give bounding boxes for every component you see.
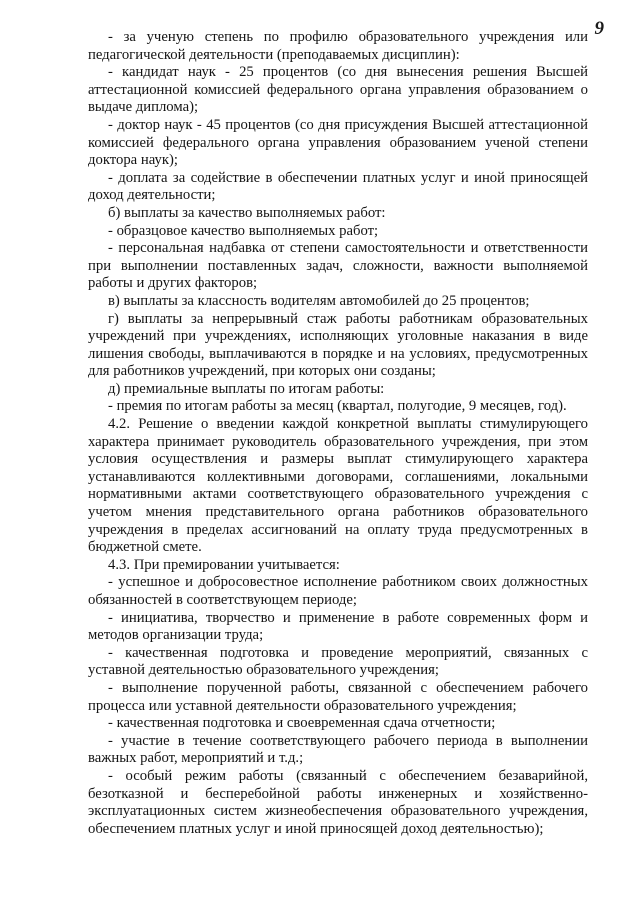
paragraph: в) выплаты за классность водителям автомобилей до 25 процентов; [108,292,530,309]
paragraph: - кандидат наук - 25 процентов (со дня вынесения решения Высшей аттестационной комиссией федерального органа управления образованием о выдаче диплома); [88,64,588,116]
paragraph: - успешное и добросовестное исполнение работником своих должностных обязанностей в соответствующем периоде; [88,574,588,608]
paragraph: - выполнение порученной работы, связанной с обеспечением рабочего процесса или уставной деятельности образовательного учреждения; [88,679,588,714]
paragraph: - доплата за содействие в обеспечении платных услуг и иной приносящей доход деятельности; [88,169,588,204]
paragraph: - доктор наук - 45 процентов (со дня присуждения Высшей аттестационной комиссией федерального органа управления образованием ученой степени доктора наук); [88,116,588,169]
paragraph: - премия по итогам работы за месяц (квартал, полугодие, 9 месяцев, год). [108,398,567,415]
paragraph: 4.3. При премировании учитывается: [108,556,340,573]
paragraph: - персональная надбавка от степени самостоятельности и ответственности при выполнении поставленных задач, сложности, важности выполняемой работы и других факторов; [88,240,588,292]
paragraph: д) премиальные выплаты по итогам работы: [108,380,385,397]
paragraph: - инициатива, творчество и применение в работе современных форм и методов организации труда; [88,609,588,644]
paragraph: 4.2. Решение о введении каждой конкретной выплаты стимулирующего характера принимает руководитель образовательного учреждения, при этом условия осуществления и размеры выплат стимулирующего характера устанавливаются коллективными договорами, соглашениями, локальными нормативными актами соответствующего образовательного учреждения с учетом мнения представительного органа работников образовательного учреждения в пределах ассигнований на оплату труда предусмотренных в бюджетной смете. [88,416,588,556]
paragraph: - образцовое качество выполняемых работ; [108,222,379,239]
paragraph: - качественная подготовка и проведение мероприятий, связанных с уставной деятельностью образовательного учреждения; [88,644,588,679]
paragraph: г) выплаты за непрерывный стаж работы работникам образовательных учреждений при учреждениях, исполняющих уголовные наказания в виде лишения свободы, выплачиваются в порядке и на условиях, предусмотренных для работников учреждений, при которых они созданы; [88,310,588,380]
page-number: 9 [594,18,604,39]
paragraph: - участие в течение соответствующего рабочего периода в выполнении важных работ, мероприятий и т.д.; [88,732,588,767]
paragraph: - особый режим работы (связанный с обеспечением безаварийной, безотказной и бесперебойной работы инженерных и хозяйственно-эксплуатационных систем жизнеобеспечения образовательного учреждения, обеспечением платных услуг и иной приносящей доход деятельностью); [88,767,588,837]
document-body [88,29,588,838]
paragraph: - качественная подготовка и своевременная сдача отчетности; [108,715,496,732]
paragraph: - за ученую степень по профилю образовательного учреждения или педагогической деятельности (преподаваемых дисциплин): [88,29,588,63]
paragraph: б) выплаты за качество выполняемых работ: [108,204,386,221]
